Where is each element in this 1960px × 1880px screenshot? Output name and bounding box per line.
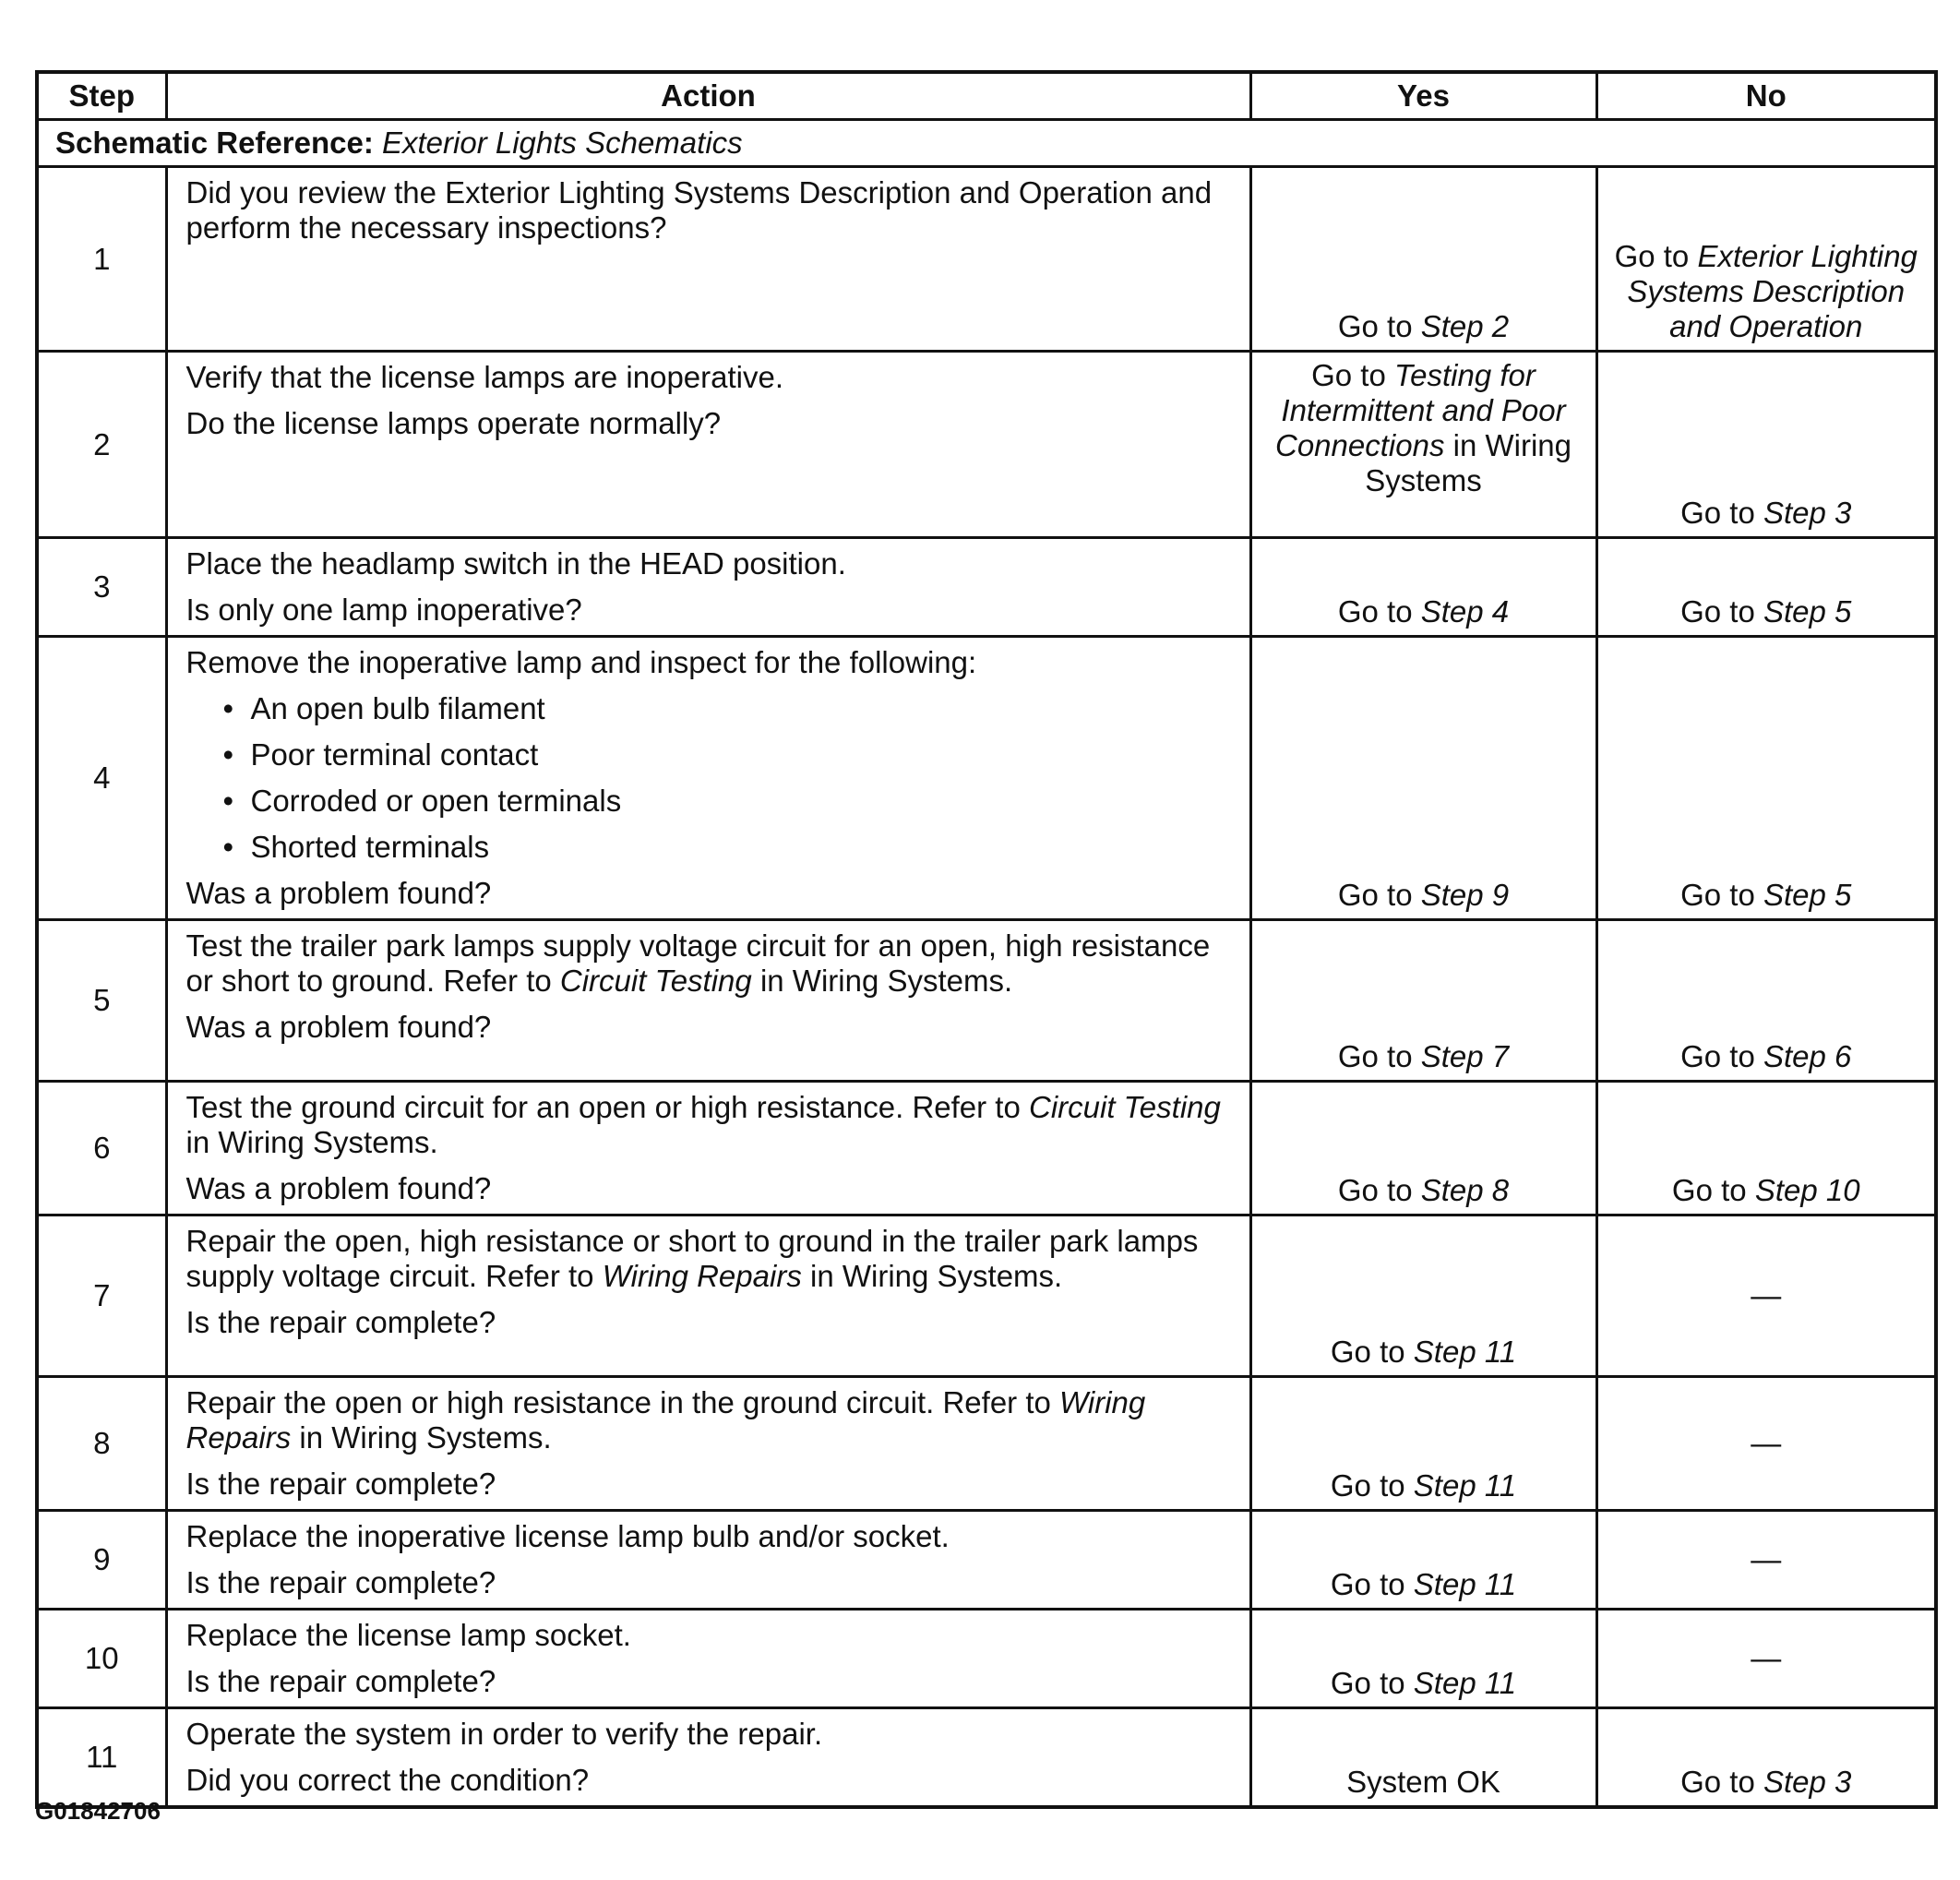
go-to-label: Go to bbox=[1311, 358, 1386, 392]
no-cell bbox=[1596, 1610, 1936, 1708]
action-question: Is the repair complete? bbox=[185, 1467, 496, 1501]
no-cell bbox=[1596, 538, 1936, 637]
yes-target: Step 4 bbox=[1420, 594, 1510, 629]
action-cell bbox=[166, 637, 1250, 920]
yes-result: System OK bbox=[1346, 1765, 1500, 1799]
action-text-post: in Wiring Systems. bbox=[185, 1125, 438, 1159]
yes-cell bbox=[1250, 1610, 1596, 1708]
figure-id: G01842706 bbox=[35, 1797, 161, 1825]
step-number: 3 bbox=[37, 538, 166, 637]
action-text: Did you review the Exterior Lighting Systems Description and Operation and perform the necessary inspections? bbox=[185, 175, 1213, 245]
go-to-label: Go to bbox=[1680, 496, 1755, 530]
action-cell bbox=[166, 1377, 1250, 1511]
step-number: 10 bbox=[37, 1610, 166, 1708]
action-cell bbox=[166, 920, 1250, 1082]
step-number: 2 bbox=[37, 352, 166, 538]
no-cell bbox=[1596, 1511, 1936, 1610]
yes-target: Testing for Intermittent and Poor Connections bbox=[1275, 358, 1566, 462]
table-row bbox=[37, 1708, 1936, 1808]
go-to-label: Go to bbox=[1330, 1335, 1405, 1369]
schematic-reference-value: Exterior Lights Schematics bbox=[382, 126, 743, 160]
no-target: Step 5 bbox=[1763, 594, 1852, 629]
schematic-reference bbox=[37, 120, 1936, 167]
yes-cell bbox=[1250, 1082, 1596, 1215]
yes-cell bbox=[1250, 1377, 1596, 1511]
no-target: Step 10 bbox=[1754, 1173, 1860, 1207]
action-text: Replace the license lamp socket. bbox=[185, 1618, 631, 1652]
yes-target: Step 2 bbox=[1420, 309, 1510, 343]
inspection-list bbox=[186, 691, 1237, 865]
yes-target: Step 11 bbox=[1413, 1567, 1517, 1601]
table-row bbox=[37, 538, 1936, 637]
no-target: Exterior Lighting Systems Description and Operation bbox=[1627, 239, 1918, 343]
go-to-label: Go to bbox=[1337, 878, 1413, 912]
list-item: • An open bulb filament bbox=[223, 691, 1237, 726]
no-cell bbox=[1596, 1377, 1936, 1511]
header-step: Step bbox=[37, 72, 166, 120]
list-item: • Poor terminal contact bbox=[223, 737, 1237, 772]
no-target: Step 3 bbox=[1763, 496, 1852, 530]
action-text-post: in Wiring Systems. bbox=[810, 1259, 1063, 1293]
yes-cell bbox=[1250, 1215, 1596, 1377]
yes-cell bbox=[1250, 920, 1596, 1082]
action-text: Replace the inoperative license lamp bulb and/or socket. bbox=[185, 1519, 950, 1553]
action-reference: Wiring Repairs bbox=[185, 1385, 1146, 1455]
header-row bbox=[37, 72, 1936, 120]
yes-target-suffix: in Wiring Systems bbox=[1365, 428, 1572, 497]
step-number: 5 bbox=[37, 920, 166, 1082]
go-to-label: Go to bbox=[1337, 1173, 1413, 1207]
no-action-dash: — bbox=[1751, 1542, 1782, 1576]
go-to-label: Go to bbox=[1337, 309, 1413, 343]
step-number: 1 bbox=[37, 167, 166, 352]
go-to-label: Go to bbox=[1680, 878, 1755, 912]
no-cell bbox=[1596, 167, 1936, 352]
step-number: 4 bbox=[37, 637, 166, 920]
action-question: Is the repair complete? bbox=[185, 1565, 496, 1599]
table-row bbox=[37, 1511, 1936, 1610]
yes-target: Step 9 bbox=[1420, 878, 1510, 912]
action-cell bbox=[166, 167, 1250, 352]
action-question: Was a problem found? bbox=[185, 1010, 492, 1044]
step-number: 6 bbox=[37, 1082, 166, 1215]
go-to-label: Go to bbox=[1330, 1666, 1405, 1700]
action-question: Was a problem found? bbox=[185, 1171, 492, 1205]
yes-target: Step 8 bbox=[1420, 1173, 1510, 1207]
no-cell bbox=[1596, 1215, 1936, 1377]
go-to-label: Go to bbox=[1337, 1039, 1413, 1073]
action-reference: Circuit Testing bbox=[1029, 1090, 1221, 1124]
yes-cell bbox=[1250, 637, 1596, 920]
header-action: Action bbox=[166, 72, 1250, 120]
schematic-reference-label: Schematic Reference: bbox=[55, 126, 374, 160]
action-text: Place the headlamp switch in the HEAD position. bbox=[185, 546, 846, 581]
action-text bbox=[186, 1385, 1237, 1455]
action-question: Is the repair complete? bbox=[185, 1305, 496, 1339]
action-text-post: in Wiring Systems. bbox=[299, 1420, 552, 1455]
step-number: 8 bbox=[37, 1377, 166, 1511]
go-to-label: Go to bbox=[1671, 1173, 1747, 1207]
action-cell bbox=[166, 1215, 1250, 1377]
go-to-label: Go to bbox=[1680, 594, 1755, 629]
no-cell bbox=[1596, 1708, 1936, 1808]
yes-target: Step 11 bbox=[1413, 1335, 1517, 1369]
table-row bbox=[37, 1377, 1936, 1511]
no-target: Step 5 bbox=[1763, 878, 1852, 912]
step-number: 7 bbox=[37, 1215, 166, 1377]
action-cell bbox=[166, 352, 1250, 538]
no-action-dash: — bbox=[1751, 1278, 1782, 1312]
action-text-pre: Repair the open, high resistance or short to ground in the trailer park lamps supply voltage circuit. Refer to bbox=[185, 1224, 1199, 1293]
action-text-post: in Wiring Systems. bbox=[759, 964, 1013, 998]
action-cell bbox=[166, 1511, 1250, 1610]
action-text: Remove the inoperative lamp and inspect for the following: bbox=[185, 645, 977, 679]
action-text-pre: Repair the open or high resistance in the ground circuit. Refer to bbox=[185, 1385, 1051, 1419]
action-question: Was a problem found? bbox=[185, 876, 492, 910]
action-cell bbox=[166, 538, 1250, 637]
yes-target: Step 11 bbox=[1413, 1666, 1517, 1700]
go-to-label: Go to bbox=[1330, 1567, 1405, 1601]
action-cell bbox=[166, 1708, 1250, 1808]
action-cell bbox=[166, 1610, 1250, 1708]
action-reference: Wiring Repairs bbox=[602, 1259, 802, 1293]
list-item: • Shorted terminals bbox=[223, 830, 1237, 865]
action-text: Verify that the license lamps are inoperative. bbox=[185, 360, 784, 394]
no-action-dash: — bbox=[1751, 1426, 1782, 1460]
table-row bbox=[37, 1215, 1936, 1377]
yes-cell bbox=[1250, 1708, 1596, 1808]
table-row bbox=[37, 920, 1936, 1082]
header-no: No bbox=[1596, 72, 1936, 120]
no-action-dash: — bbox=[1751, 1641, 1782, 1675]
step-number: 9 bbox=[37, 1511, 166, 1610]
action-question: Is only one lamp inoperative? bbox=[185, 593, 582, 627]
action-text-pre: Test the trailer park lamps supply voltage circuit for an open, high resistance or short to ground. Refer to bbox=[185, 928, 1211, 998]
no-cell bbox=[1596, 920, 1936, 1082]
header-yes: Yes bbox=[1250, 72, 1596, 120]
action-question: Is the repair complete? bbox=[185, 1664, 496, 1698]
diagnostic-table bbox=[35, 70, 1938, 1809]
yes-target: Step 7 bbox=[1420, 1039, 1510, 1073]
no-target: Step 6 bbox=[1763, 1039, 1852, 1073]
no-cell bbox=[1596, 1082, 1936, 1215]
no-cell bbox=[1596, 637, 1936, 920]
action-text bbox=[186, 1224, 1237, 1294]
action-text-pre: Test the ground circuit for an open or high resistance. Refer to bbox=[185, 1090, 1021, 1124]
action-reference: Circuit Testing bbox=[559, 964, 752, 998]
yes-target: Step 11 bbox=[1413, 1468, 1517, 1503]
yes-cell bbox=[1250, 352, 1596, 538]
go-to-label: Go to bbox=[1614, 239, 1690, 273]
table-row bbox=[37, 352, 1936, 538]
action-question: Do the license lamps operate normally? bbox=[185, 406, 722, 440]
yes-cell bbox=[1250, 1511, 1596, 1610]
no-cell bbox=[1596, 352, 1936, 538]
no-target: Step 3 bbox=[1763, 1765, 1852, 1799]
table-row bbox=[37, 1082, 1936, 1215]
schematic-reference-row bbox=[37, 120, 1936, 167]
table-row bbox=[37, 1610, 1936, 1708]
go-to-label: Go to bbox=[1337, 594, 1413, 629]
step-number: 11 bbox=[37, 1708, 166, 1808]
yes-cell bbox=[1250, 538, 1596, 637]
go-to-label: Go to bbox=[1680, 1039, 1755, 1073]
action-text: Operate the system in order to verify the repair. bbox=[185, 1717, 823, 1751]
go-to-label: Go to bbox=[1680, 1765, 1755, 1799]
table-row bbox=[37, 637, 1936, 920]
action-text bbox=[186, 928, 1237, 999]
action-question: Did you correct the condition? bbox=[185, 1763, 590, 1797]
action-cell bbox=[166, 1082, 1250, 1215]
list-item: • Corroded or open terminals bbox=[223, 784, 1237, 819]
action-text bbox=[186, 1090, 1237, 1160]
yes-cell bbox=[1250, 167, 1596, 352]
go-to-label: Go to bbox=[1330, 1468, 1405, 1503]
table-row bbox=[37, 167, 1936, 352]
